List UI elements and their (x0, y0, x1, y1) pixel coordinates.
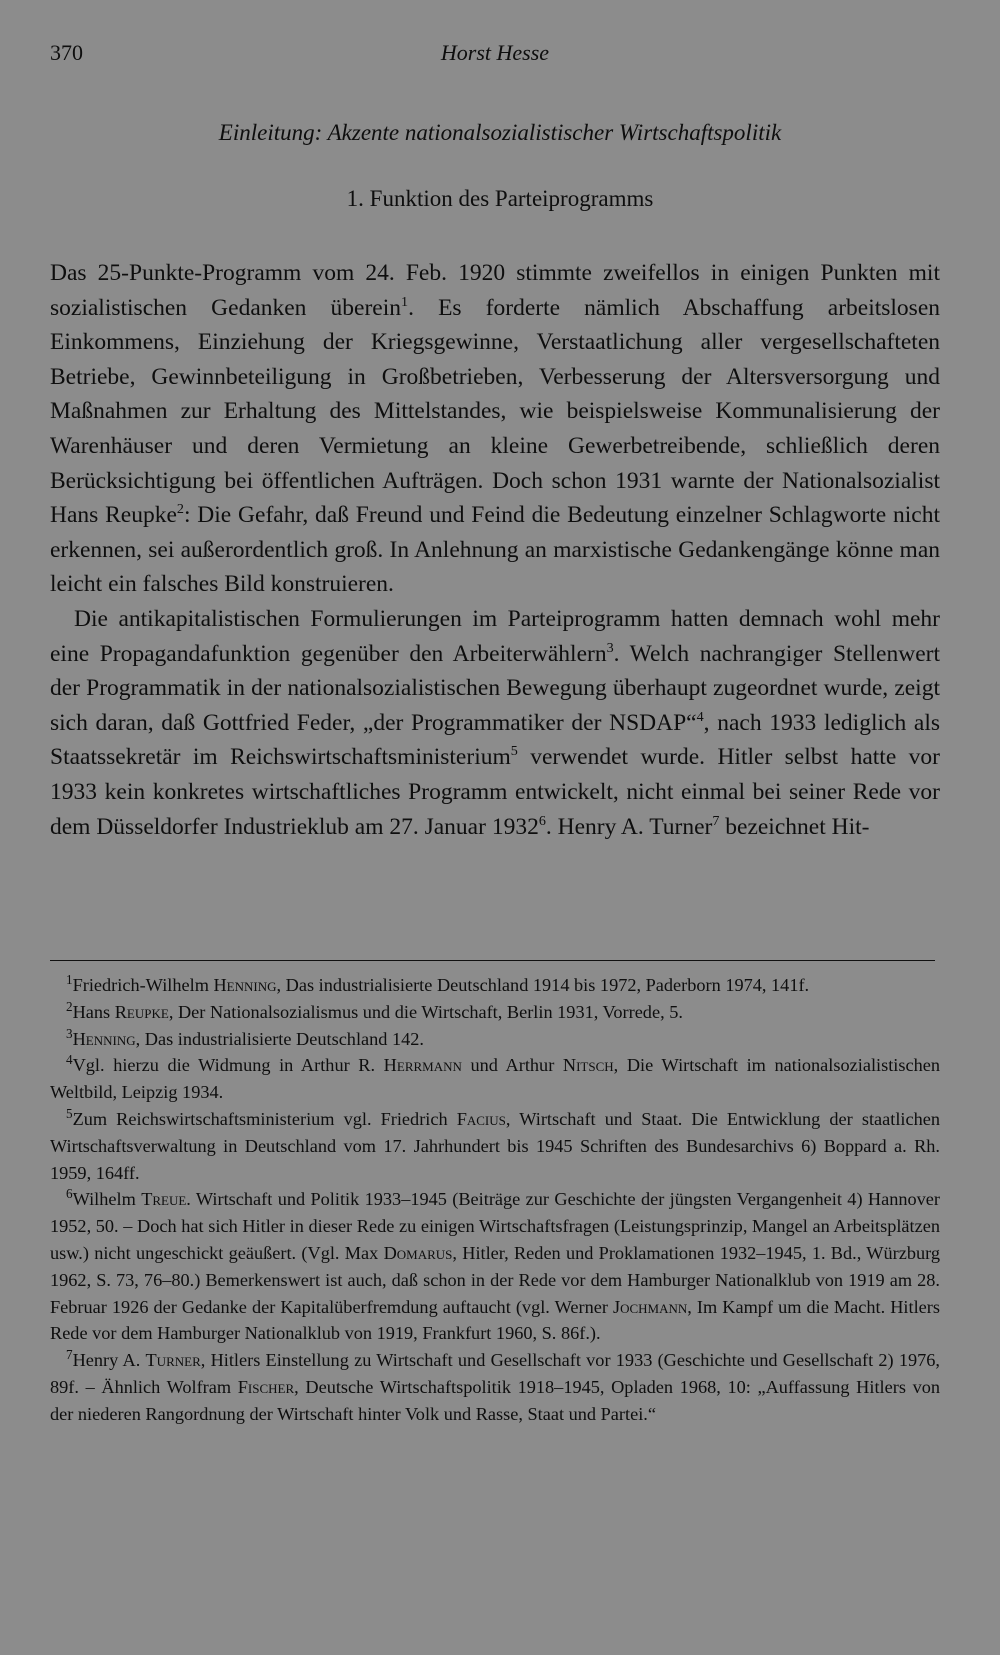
footnote-number: 2 (66, 998, 73, 1014)
footnote-text: , Hitler, Reden und Proklamationen 1932–1945, 1. Bd., Würzburg 1962, S. 73, 76–80.) Bemerkenswert ist auch, daß schon in der Rede vor dem Hamburger Nationalklub von 1919 am 28. Februar 1926 der Gedanke der Kapitalüberfremdung auftaucht (vgl. Werner (50, 1242, 941, 1317)
paragraph (50, 602, 940, 844)
section-title: Einleitung: Akzente nationalsozialistischer Wirtschaftspolitik (218, 120, 782, 145)
footnote-ref[interactable]: 6 (538, 812, 546, 829)
author-name: Reupke (114, 1001, 169, 1022)
author-name: Treue (141, 1189, 187, 1210)
text-run: verwendet wurde. Hitler selbst hatte vor 1933 kein konkretes wirtschaftliches Programm entwickelt, nicht einmal bei seiner Rede vor dem Düsseldorfer Industrieklub am 27. Januar 1932 (50, 744, 940, 840)
footnote-ref[interactable]: 7 (712, 812, 720, 829)
footnote-ref[interactable]: 5 (510, 743, 518, 760)
footnote-5 (50, 1106, 940, 1186)
footnote-6 (50, 1186, 940, 1347)
text-run: , nach 1933 lediglich als Staatssekretär im Reichswirtschaftsministerium (50, 709, 940, 771)
footnote-divider (50, 960, 935, 961)
paragraph (50, 256, 940, 602)
author-name: Jochmann (612, 1296, 688, 1317)
footnote-text: Friedrich-Wilhelm (72, 975, 214, 995)
footnote-2 (50, 999, 940, 1026)
footnote-ref[interactable]: 4 (696, 708, 704, 725)
footnote-text: , Das industrialisierte Deutschland 142. (135, 1028, 424, 1049)
page-number: 370 (50, 40, 83, 65)
body-text (50, 256, 940, 844)
running-head: Horst Hesse (440, 40, 550, 65)
author-name: Domarus (383, 1242, 453, 1263)
text-run: : Die Gefahr, daß Freund und Feind die Bedeutung einzelner Schlagworte nicht erkennen, sei außerordentlich groß. In Anlehnung an marxistische Gedankengänge könne man leicht ein falsches Bild konstruieren. (50, 502, 940, 598)
footnote-text: Vgl. hierzu die Widmung in Arthur R. (72, 1055, 384, 1076)
text-run: bezeichnet Hit- (719, 813, 870, 840)
author-name: Henning (72, 1028, 136, 1049)
text-run: . Henry A. Turner (545, 813, 713, 840)
footnote-1 (50, 972, 940, 999)
subsection-title: 1. Funktion des Parteiprogramms (346, 186, 654, 211)
footnote-ref[interactable]: 1 (401, 293, 409, 310)
footnote-text: , Hitlers Einstellung zu Wirtschaft und Gesellschaft vor 1933 (Geschichte und Gesellschaft 2) 1976, 89f. – Ähnlich Wolfram (50, 1350, 940, 1397)
footnotes (50, 972, 940, 1428)
footnote-text: , Das industrialisierte Deutschland 1914 bis 1972, Paderborn 1974, 141f. (276, 975, 810, 995)
footnote-number: 6 (66, 1186, 73, 1202)
footnote-text: und Arthur (461, 1055, 563, 1076)
footnote-3 (50, 1026, 940, 1053)
text-run: . Welch nachrangiger Stellenwert der Programmatik in der nationalsozialistischen Bewegung überhaupt zugeordnet wurde, zeigt sich daran, daß Gottfried Feder, „der Programmatiker der NSDAP“ (50, 640, 940, 736)
footnote-text: , Im Kampf um die Macht. Hitlers Rede vor dem Hamburger Nationalklub von 1919, Frankfurt 1960, S. 86f.). (50, 1296, 940, 1344)
footnote-7 (50, 1347, 940, 1427)
text-run: Die antikapitalistischen Formulierungen im Parteiprogramm hatten demnach wohl mehr eine Propagandafunktion gegenüber den Arbeiterwählern (50, 605, 940, 667)
author-name: Herrmann (383, 1055, 462, 1076)
footnote-ref[interactable]: 3 (606, 639, 614, 656)
footnote-text: Zum Reichswirtschaftsministerium vgl. Friedrich (72, 1108, 457, 1129)
footnote-text: Hans (72, 1001, 115, 1022)
author-name: Turner (145, 1350, 201, 1371)
author-name: Fischer (237, 1376, 295, 1397)
author-name: Facius (456, 1108, 506, 1129)
author-name: Nitsch (562, 1055, 614, 1076)
footnote-4 (50, 1052, 940, 1106)
footnote-number: 4 (66, 1052, 73, 1068)
footnote-number: 1 (66, 971, 73, 987)
page-header (50, 40, 940, 80)
footnote-text: . Wirtschaft und Politik 1933–1945 (Beiträge zur Geschichte der jüngsten Vergangenheit 4) Hannover 1952, 50. – Doch hat sich Hitler in dieser Rede zu einigen Wirtschaftsfragen (Leistungsprinzip, Mangel an Arbeitsplätzen usw.) nicht ungeschickt geäußert. (Vgl. Max (50, 1189, 940, 1263)
footnote-text: , Wirtschaft und Staat. Die Entwicklung der staatlichen Wirtschaftsverwaltung in Deutschland vom 17. Jahrhundert bis 1945 Schriften des Bundesarchivs 6) Boppard a. Rh. 1959, 164ff. (50, 1108, 940, 1183)
footnote-number: 5 (66, 1105, 73, 1121)
footnote-text: , Die Wirtschaft im nationalsozialistischen Weltbild, Leipzig 1934. (50, 1055, 940, 1103)
footnote-text: Wilhelm (72, 1189, 142, 1210)
text-run: Das 25-Punkte-Programm vom 24. Feb. 1920 stimmte zweifellos in einigen Punkten mit sozialistischen Gedanken überein (50, 260, 940, 321)
text-run: . Es forderte nämlich Abschaffung arbeitslosen Einkommens, Einziehung der Kriegsgewinne, Verstaatlichung aller vergesellschafteten Betriebe, Gewinnbeteiligung in Großbetrieben, Verbesserung der Altersversorgung und Maßnahmen zur Erhaltung des Mittelstandes, wie beispielsweise Kommunalisierung der Warenhäuser und deren Vermietung an kleine Gewerbetreibende, schließlich deren Berücksichtigung bei öffentlichen Aufträgen. Doch schon 1931 warnte der Nationalsozialist Hans Reupke (50, 294, 941, 529)
footnote-ref[interactable]: 2 (176, 501, 184, 518)
footnote-text: , Der Nationalsozialismus und die Wirtschaft, Berlin 1931, Vorrede, 5. (168, 1001, 683, 1022)
author-name: Henning (213, 975, 277, 995)
footnote-text: , Deutsche Wirtschaftspolitik 1918–1945, Opladen 1968, 10: „Auffassung Hitlers von der niederen Rangordnung der Wirtschaft hinter Volk und Rasse, Staat und Partei.“ (50, 1376, 940, 1424)
footnote-text: Henry A. (72, 1350, 146, 1371)
footnote-number: 7 (66, 1347, 73, 1363)
footnote-number: 3 (66, 1025, 73, 1041)
